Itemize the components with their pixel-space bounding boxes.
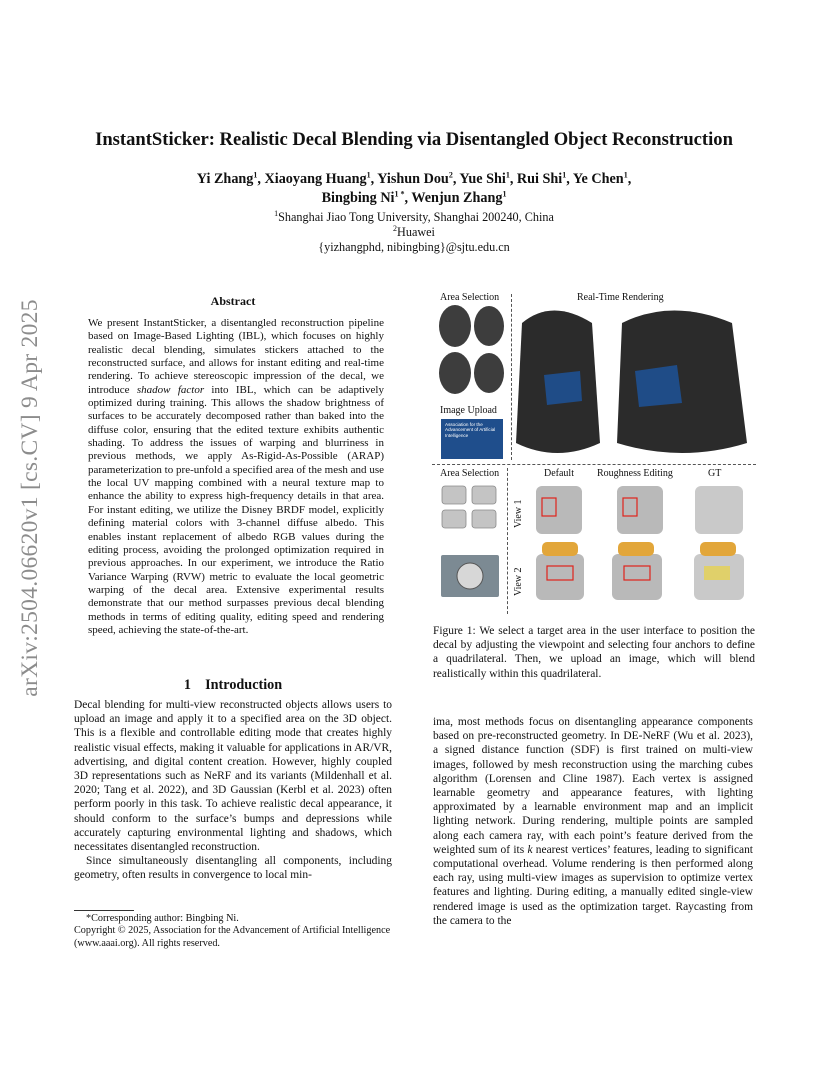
author-affiliation-mark: 1	[562, 170, 567, 180]
author-name: Yue Shi	[459, 171, 506, 187]
footnote-rule	[74, 910, 134, 911]
author-name: Ye Chen	[572, 171, 624, 187]
author-line-1: Yi Zhang$^1$, Xiaoyang Huang$^1$, Yishun Dou$^2$, Yue Shi$^1$, Rui Shi$^1$, Ye Chen$^1$,	[196, 170, 632, 187]
arxiv-identifier-stamp: arXiv:2504.06620v1 [cs.CV] 9 Apr 2025	[17, 299, 43, 697]
affiliation-mark: 2	[393, 223, 398, 233]
poster-text: Association for the Advancement of Artificial Intelligence	[445, 422, 496, 438]
author-line-2: Bingbing $Ni^{1 *}$, Wenjun Zhang$^1$	[321, 189, 507, 206]
section-title: Introduction	[205, 677, 283, 693]
toaster-render-gt-view1	[695, 486, 743, 534]
footnotes	[74, 913, 392, 950]
author-name: Yi Zhang	[196, 171, 254, 187]
author-affiliation-mark: 1	[623, 170, 628, 180]
toaster-thumbnail	[442, 486, 466, 504]
affiliation-1	[60, 210, 768, 224]
figure-1	[432, 288, 756, 614]
abstract-heading: Abstract	[210, 294, 256, 308]
author-name: Xiaoyang Huang	[264, 171, 367, 187]
paragraph-part: ima, most methods focus on disentangling appearance components based on pre-reconstructed geometry. In DE-NeRF (Wu et al. 2023), a signed distance function (SDF) is first trained on multi-view images, followed by mesh reconstruction using the marching cubes algorithm (Lorensen and Cline 1987). Each vertex is assigned learnable geometry and appearance features, with lighting approximated by a learnable environment map and an implicit lighting network. During rendering, multiple points are sampled along each camera ray, with each point’s feature derived from the weighted sum of its	[433, 716, 753, 856]
gt-decal	[704, 566, 730, 580]
statue-thumbnail	[439, 352, 471, 394]
affiliation-text: Huawei	[397, 225, 435, 239]
author-name: Rui Shi	[516, 171, 563, 187]
view-1-label: View 1	[513, 499, 524, 528]
toaster-render-roughness-view1	[617, 486, 663, 534]
right-column-text	[433, 715, 753, 928]
real-time-rendering-label: Real-Time Rendering	[577, 292, 664, 303]
statue-thumbnail	[439, 305, 471, 347]
author-affiliation-mark: 1	[505, 170, 510, 180]
author-list	[60, 170, 768, 208]
default-column-label: Default	[544, 468, 574, 479]
decal-left	[544, 371, 582, 405]
bottom-area-selection-label: Area Selection	[440, 468, 500, 479]
author-email: {yizhangphd, nibingbing}@sjtu.edu.cn	[318, 240, 510, 254]
abstract-emphasis: shadow factor	[136, 383, 205, 396]
author-affiliation-mark: 1	[502, 189, 507, 199]
paragraph: Decal blending for multi-view reconstructed objects allows users to upload an image and apply it to a specified area on the 3D object. This is a flexible and controllable editing mode that creates highly realistic visual effects, making it valuable for applications in AR/VR, advertising, and digital content creation. However, highly coupled 3D representations such as NeRF and its variants (Mildenhall et al. 2020; Tang et al. 2022), and 3D Gaussian (Kerbl et al. 2023) often perform poorly in this task. To achieve realistic decal appearance, it should conform to the surface’s bumps and depressions while accurately capturing environmental lighting and shadows, which necessitates disentangled reconstruction.	[74, 699, 392, 854]
section-heading-introduction	[74, 677, 392, 694]
statue-thumbnail	[474, 306, 504, 346]
decal-right	[635, 365, 682, 407]
affiliation-2	[60, 225, 768, 239]
toaster-thumbnail	[442, 510, 466, 528]
author-name: Wenjun Zhang	[411, 190, 503, 206]
bread	[618, 542, 654, 556]
abstract-text-part: into IBL, which can be adaptively optimized during training. This allows the shadow brightness of surfaces to be accurately decomposed rather than baked into the diffuse color, ensuring that the edited texture exhibits authentic shading. To address the issues of warping and blurriness in previous methods, we apply As-Rigid-As-Possible (ARAP) parameterization to pre-unfold a specified area of the mesh and use the local UV mapping combined with a neural texture map to enhance the ability to express high-frequency details in that area. For instant editing, we utilize the Disney BRDF model, explicitly defining material colors with 3-channel diffuse albedo. This enables instant replacement of albedo RGB values during the editing process, avoiding the prolonged optimization required in previous approaches. In our experiment, we introduce the Ratio Variance Warping (RVW) metric to evaluate the local geometric warping of the decal area. Extensive experimental results demonstrate that our method surpasses previous decal blending methods in terms of editing quality, editing speed and rendering speed, achieving the state-of-the-art.	[88, 383, 384, 636]
author-affiliation-mark: 1	[366, 170, 371, 180]
math-variable: k	[527, 843, 533, 856]
author-name: Bingbing Ni	[321, 190, 395, 206]
top-image-upload-label: Image Upload	[440, 405, 497, 416]
paragraph-part: nearest vertices’ features, leading to significant computational overhead. Volume rendering is then performed along each ray, using multi-view images as supervision to optimize vertex features and lighting. During editing, a manually edited single-view rendered image is used as the optimization target. Raycasting from the camera to the	[433, 843, 753, 927]
statue-thumbnail	[474, 353, 504, 393]
abstract-text-part: We present InstantSticker, a disentangled reconstruction pipeline based on Image-Based Lighting (IBL), which focuses on highly realistic decal blending, simulates stickers attached to the reconstructed surface, and allows for instant editing and real-time rendering. To achieve stereoscopic impression of the decal, we introduce	[88, 317, 384, 396]
paper-title: InstantSticker: Realistic Decal Blending via Disentangled Object Reconstruction	[95, 129, 733, 150]
bread	[700, 542, 736, 556]
toaster-render-roughness-view2	[612, 554, 662, 600]
author-name: Yishun Dou	[377, 171, 449, 187]
gear-icon	[457, 563, 483, 589]
introduction-text	[74, 698, 392, 883]
affiliation-text: Shanghai Jiao Tong University, Shanghai 200240, China	[278, 210, 554, 224]
top-area-selection-label: Area Selection	[440, 292, 500, 303]
view-2-label: View 2	[513, 567, 524, 596]
corresponding-author-note: *Corresponding author: Bingbing Ni.	[86, 913, 239, 924]
affiliation-mark: 1	[274, 208, 279, 218]
roughness-editing-column-label: Roughness Editing	[597, 468, 673, 479]
toaster-thumbnail	[472, 510, 496, 528]
abstract-text	[88, 317, 384, 637]
toaster-thumbnail	[472, 486, 496, 504]
author-affiliation-mark: 2	[448, 170, 453, 180]
toaster-render-default-view1	[536, 486, 582, 534]
figure-1-caption: Figure 1: We select a target area in the user interface to position the decal by adjusting the viewpoint and selecting four anchors to define a quadrilateral. Then, we upload an image, which will blend realistically within this quadrilateral.	[433, 625, 755, 680]
bottom-thumbnails	[432, 480, 756, 614]
author-affiliation-mark: 1	[253, 170, 258, 180]
uploaded-poster-image	[441, 419, 503, 459]
bread	[542, 542, 578, 556]
copyright-note: Copyright © 2025, Association for the Advancement of Artificial Intelligence (www.aaai.org). All rights reserved.	[74, 925, 391, 949]
gt-column-label: GT	[708, 468, 722, 479]
toaster-render-default-view2	[536, 554, 584, 600]
author-affiliation-mark: 1 *	[394, 189, 405, 199]
figure-horizontal-divider	[432, 464, 756, 465]
paragraph: Since simultaneously disentangling all components, including geometry, often results in convergence to local min-	[74, 855, 392, 882]
section-number: 1	[183, 677, 191, 693]
